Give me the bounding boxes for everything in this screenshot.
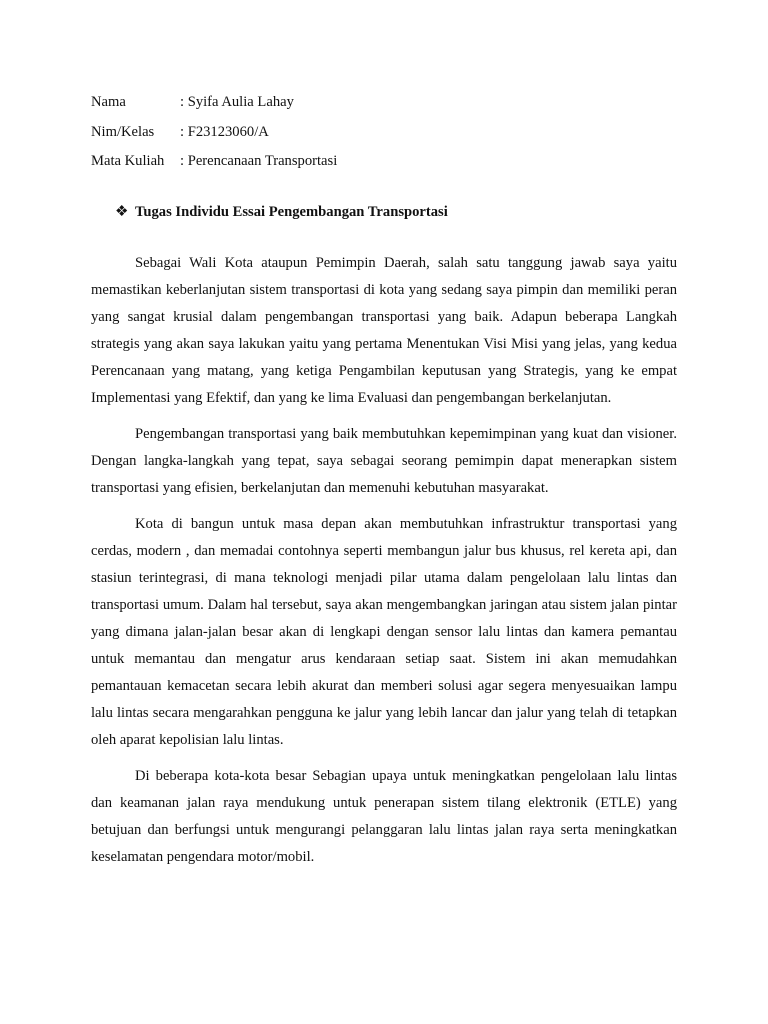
meta-label: Mata Kuliah: [91, 153, 165, 169]
paragraph-4: Di beberapa kota-kota besar Sebagian upaya untuk meningkatkan pengelolaan lalu lintas dan keamanan jalan raya mendukung untuk penerapan sistem tilang elektronik (ETLE) yang betujuan dan berfungsi untuk mengurangi pelanggaran lalu lintas jalan raya serta meningkatkan keselamatan pengendara motor/mobil.: [91, 767, 677, 865]
meta-label: Nama: [91, 94, 126, 110]
paragraph-3: Kota di bangun untuk masa depan akan membutuhkan infrastruktur transportasi yang cerdas, modern , dan memadai contohnya seperti membangun jalur bus khusus, rel kereta api, dan stasiun terintegrasi, di mana teknologi menjadi pilar utama dalam pengelolaan lalu lintas dan transportasi umum. Dalam hal tersebut, saya akan mengembangkan jaringan atau sistem jalan pintar yang dimana jalan-jalan besar akan di lengkapi dengan sensor lalu lintas dan kamera pemantau untuk memantau dan mengatur arus kendaraan setiap saat. Sistem ini akan memudahkan pemantauan kemacetan secara lebih akurat dan memberi solusi agar segera menyesuaikan lampu lalu lintas secara mengarahkan pengguna ke jalur yang lebih lancar dan jalur yang telah di tetapkan oleh aparat kepolisian lalu lintas.: [91, 515, 677, 748]
meta-label: Nim/Kelas: [91, 123, 155, 140]
student-info: [91, 92, 677, 181]
heading-title: Tugas Individu Essai Pengembangan Transportasi: [135, 203, 448, 220]
meta-row-nim: [91, 122, 677, 152]
meta-row-course: [91, 151, 677, 181]
meta-value: : F23123060/A: [180, 123, 269, 140]
paragraph-1: Sebagai Wali Kota ataupun Pemimpin Daerah, salah satu tanggung jawab saya yaitu memastikan keberlanjutan sistem transportasi di kota yang sedang saya pimpin dan memiliki peran yang sangat krusial dalam pengembangan transportasi yang baik. Adapun beberapa Langkah strategis yang akan saya lakukan yaitu yang pertama Menentukan Visi Misi yang jelas, yang kedua Perencanaan yang matang, yang ketiga Pengambilan keputusan yang Strategis, yang ke empat Implementasi yang Efektif, dan yang ke lima Evaluasi dan pengembangan berkelanjutan.: [91, 254, 677, 406]
paragraph-2: Pengembangan transportasi yang baik membutuhkan kepemimpinan yang kuat dan visioner. Dengan langka-langkah yang tepat, saya sebagai seorang pemimpin dapat menerapkan sistem transportasi yang efisien, berkelanjutan dan memenuhi kebutuhan masyarakat.: [91, 425, 677, 496]
diamond-bullet-icon: ❖: [115, 203, 129, 220]
document-page: [91, 92, 677, 871]
meta-value: : Perencanaan Transportasi: [180, 153, 338, 169]
meta-row-name: [91, 92, 677, 122]
section-heading: [115, 202, 677, 222]
meta-value: : Syifa Aulia Lahay: [180, 94, 294, 110]
